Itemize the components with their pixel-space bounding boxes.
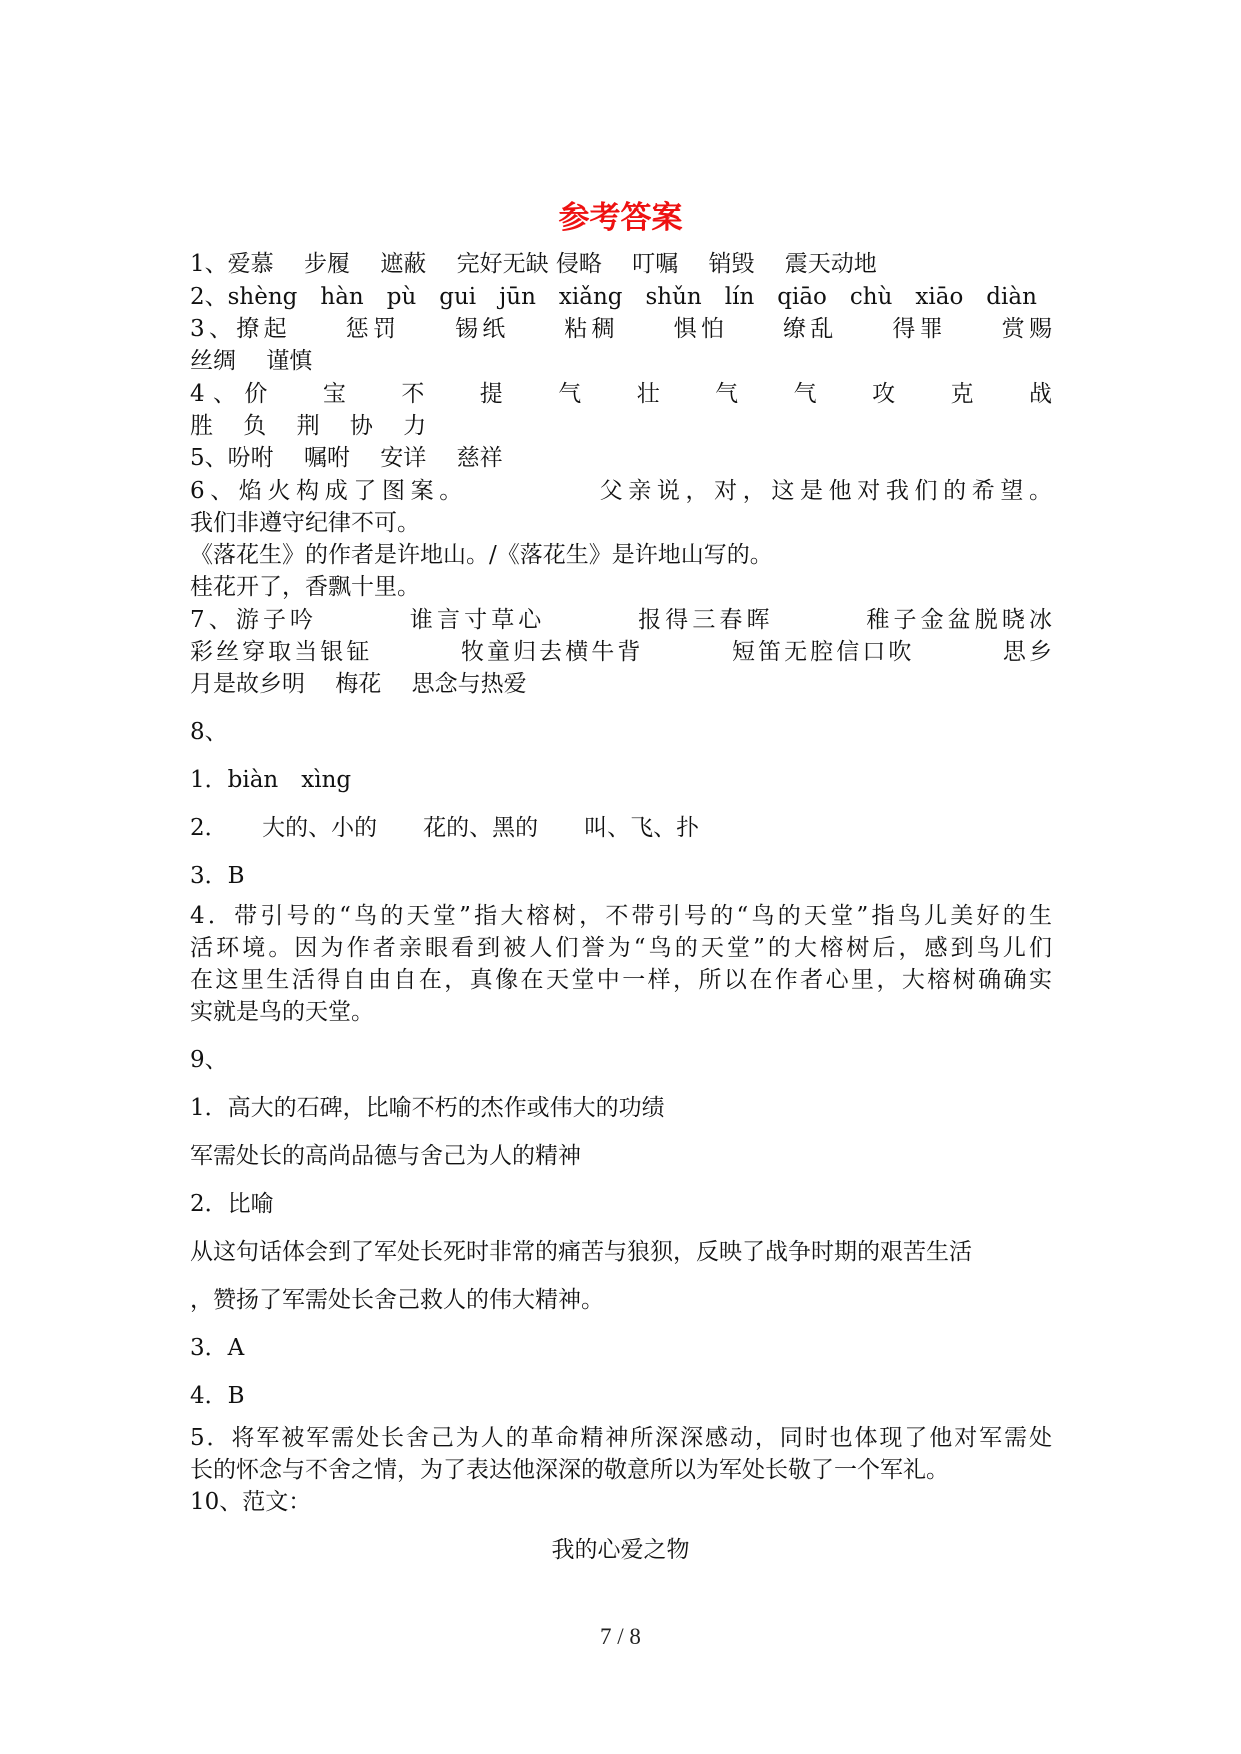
answer-9-1-line2: 军需处长的高尚品德与舍己为人的精神: [190, 1143, 581, 1169]
answer-1: 1、爱慕 步履 遮蔽 完好无缺 侵略 叮嘱 销毁 震天动地: [190, 251, 877, 277]
answer-6-line4: 桂花开了，香飘十里。: [190, 574, 420, 600]
answer-7: 7、游子吟 谁言寸草心 报得三春晖 稚子金盆脱晓冰: [190, 607, 1052, 633]
answer-8-4: 4．带引号的“鸟的天堂”指大榕树，不带引号的“鸟的天堂”指鸟儿美好的生: [190, 903, 1052, 929]
page-title: 参考答案: [558, 200, 683, 236]
answer-9-2-line2: 从这句话体会到了军处长死时非常的痛苦与狼狈，反映了战争时期的艰苦生活: [190, 1239, 972, 1265]
answer-9-5: 5．将军被军需处长舍己为人的革命精神所深深感动，同时也体现了他对军需处: [190, 1425, 1052, 1451]
essay-title: 我的心爱之物: [551, 1537, 690, 1563]
answer-6: 6、焰火构成了图案。 父亲说，对，这是他对我们的希望。: [190, 478, 1052, 504]
answer-8-3: 3．B: [190, 863, 245, 889]
answer-4-cont: 胜 负 荆 协 力: [190, 413, 427, 439]
answer-3: 3、撩起 惩罚 锡纸 粘稠 惧怕 缭乱 得罪 赏赐: [190, 316, 1052, 342]
answer-5: 5、吩咐 嘱咐 安详 慈祥: [190, 445, 503, 471]
answer-9-3: 3．A: [190, 1335, 245, 1361]
answer-9-1: 1．高大的石碑，比喻不朽的杰作或伟大的功绩: [190, 1095, 665, 1121]
answer-6-line3: 《落花生》的作者是许地山。/《落花生》是许地山写的。: [190, 542, 773, 568]
answer-8-heading: 8、: [190, 719, 228, 745]
answer-8-4-line3: 在这里生活得自由自在，真像在天堂中一样，所以在作者心里，大榕树确确实: [190, 967, 1052, 993]
answer-7-line2: 彩丝穿取当银钲 牧童归去横牛背 短笛无腔信口吹 思乡: [190, 639, 1052, 665]
answer-3-cont: 丝绸 谨慎: [190, 348, 313, 374]
answer-9-4: 4．B: [190, 1383, 245, 1409]
answer-9-2: 2．比喻: [190, 1191, 274, 1217]
answer-6-line2: 我们非遵守纪律不可。: [190, 510, 420, 536]
answer-8-1: 1．biàn xìng: [190, 767, 352, 793]
answer-9-2-line3: ，赞扬了军需处长舍己救人的伟大精神。: [190, 1287, 604, 1313]
answer-10-heading: 10、范文：: [190, 1489, 312, 1515]
page-number: 7 / 8: [600, 1624, 641, 1649]
answer-8-4-line4: 实就是鸟的天堂。: [190, 999, 374, 1025]
answer-9-5-line2: 长的怀念与不舍之情，为了表达他深深的敬意所以为军处长敬了一个军礼。: [190, 1457, 949, 1483]
answer-4: 4、价 宝 不 提 气 壮 气 气 攻 克 战: [190, 381, 1052, 407]
answer-2-pinyin: 2、shèng hàn pù gui jūn xiǎng shǔn lín qiāo chù xiāo diàn: [190, 284, 1037, 310]
answer-8-4-line2: 活环境。因为作者亲眼看到被人们誉为“鸟的天堂”的大榕树后，感到鸟儿们: [190, 935, 1052, 961]
answer-9-heading: 9、: [190, 1047, 228, 1073]
answer-8-2: 2． 大的、小的 花的、黑的 叫、飞、扑: [190, 815, 700, 841]
answer-7-line3: 月是故乡明 梅花 思念与热爱: [190, 671, 527, 697]
